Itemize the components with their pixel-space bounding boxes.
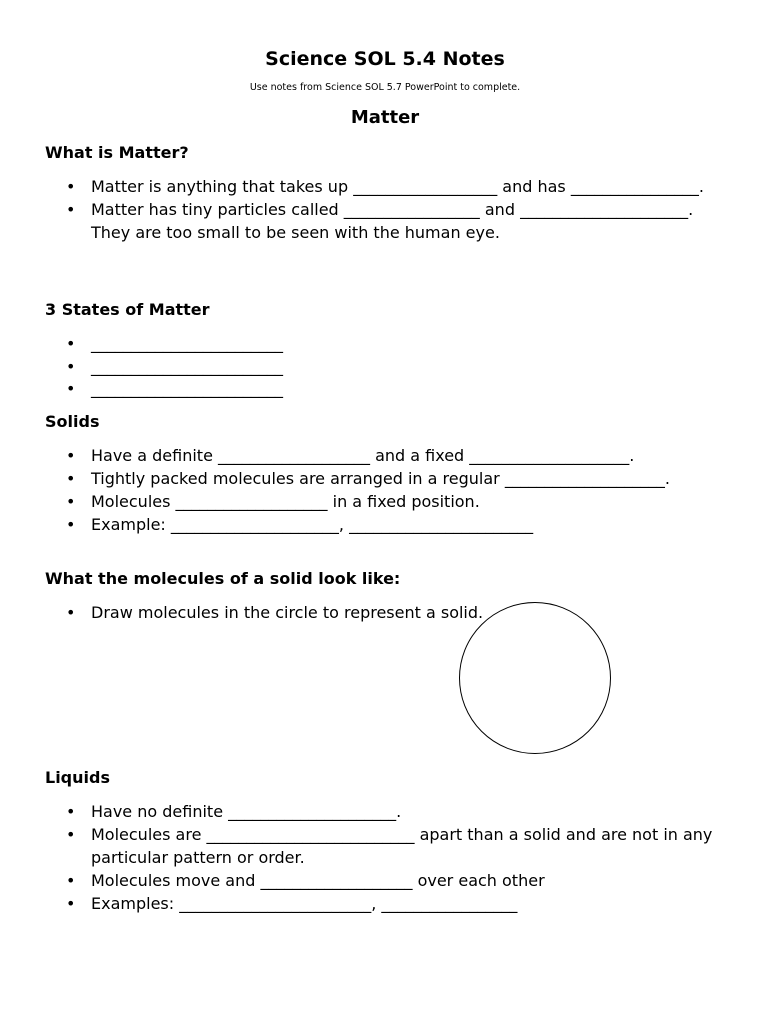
list-item: • Molecules move and ___________________ over each other [45, 869, 725, 892]
list-item: • Matter is anything that takes up __________________ and has ________________. [45, 175, 725, 198]
heading-what-is-matter: What is Matter? [45, 143, 189, 162]
heading-states-of-matter: 3 States of Matter [45, 300, 210, 319]
list-item: • Molecules ___________________ in a fixed position. [45, 490, 725, 513]
list-item: • Have a definite ___________________ and a fixed ____________________. [45, 444, 725, 467]
list-item: • Matter has tiny particles called _________________ and _____________________. They are too small to be seen with the human eye. [45, 198, 725, 244]
states-list [45, 333, 725, 401]
list-item: • Draw molecules in the circle to represent a solid. [45, 601, 725, 624]
list-item: • ________________________ [45, 333, 725, 356]
list-item: • Have no definite _____________________. [45, 800, 725, 823]
section-title: Matter [350, 107, 420, 128]
drawing-circle[interactable] [459, 602, 611, 754]
liquids-list [45, 800, 725, 915]
list-item: • Example: _____________________, _______________________ [45, 513, 725, 536]
heading-liquids: Liquids [45, 768, 110, 787]
what-is-matter-list [45, 175, 725, 244]
list-item: • ________________________ [45, 378, 725, 401]
list-item: • Molecules are __________________________ apart than a solid and are not in any particular pattern or order. [45, 823, 725, 869]
list-item: • ________________________ [45, 356, 725, 379]
page-subtitle: Use notes from Science SOL 5.7 PowerPoint to complete. [249, 82, 521, 93]
page-title: Science SOL 5.4 Notes [265, 48, 505, 70]
list-item: • Tightly packed molecules are arranged in a regular ____________________. [45, 467, 725, 490]
heading-solid-molecules: What the molecules of a solid look like: [45, 569, 401, 588]
solid-molecules-list [45, 601, 725, 624]
heading-solids: Solids [45, 412, 100, 431]
list-item: • Examples: ________________________, _________________ [45, 892, 725, 915]
solids-list [45, 444, 725, 536]
